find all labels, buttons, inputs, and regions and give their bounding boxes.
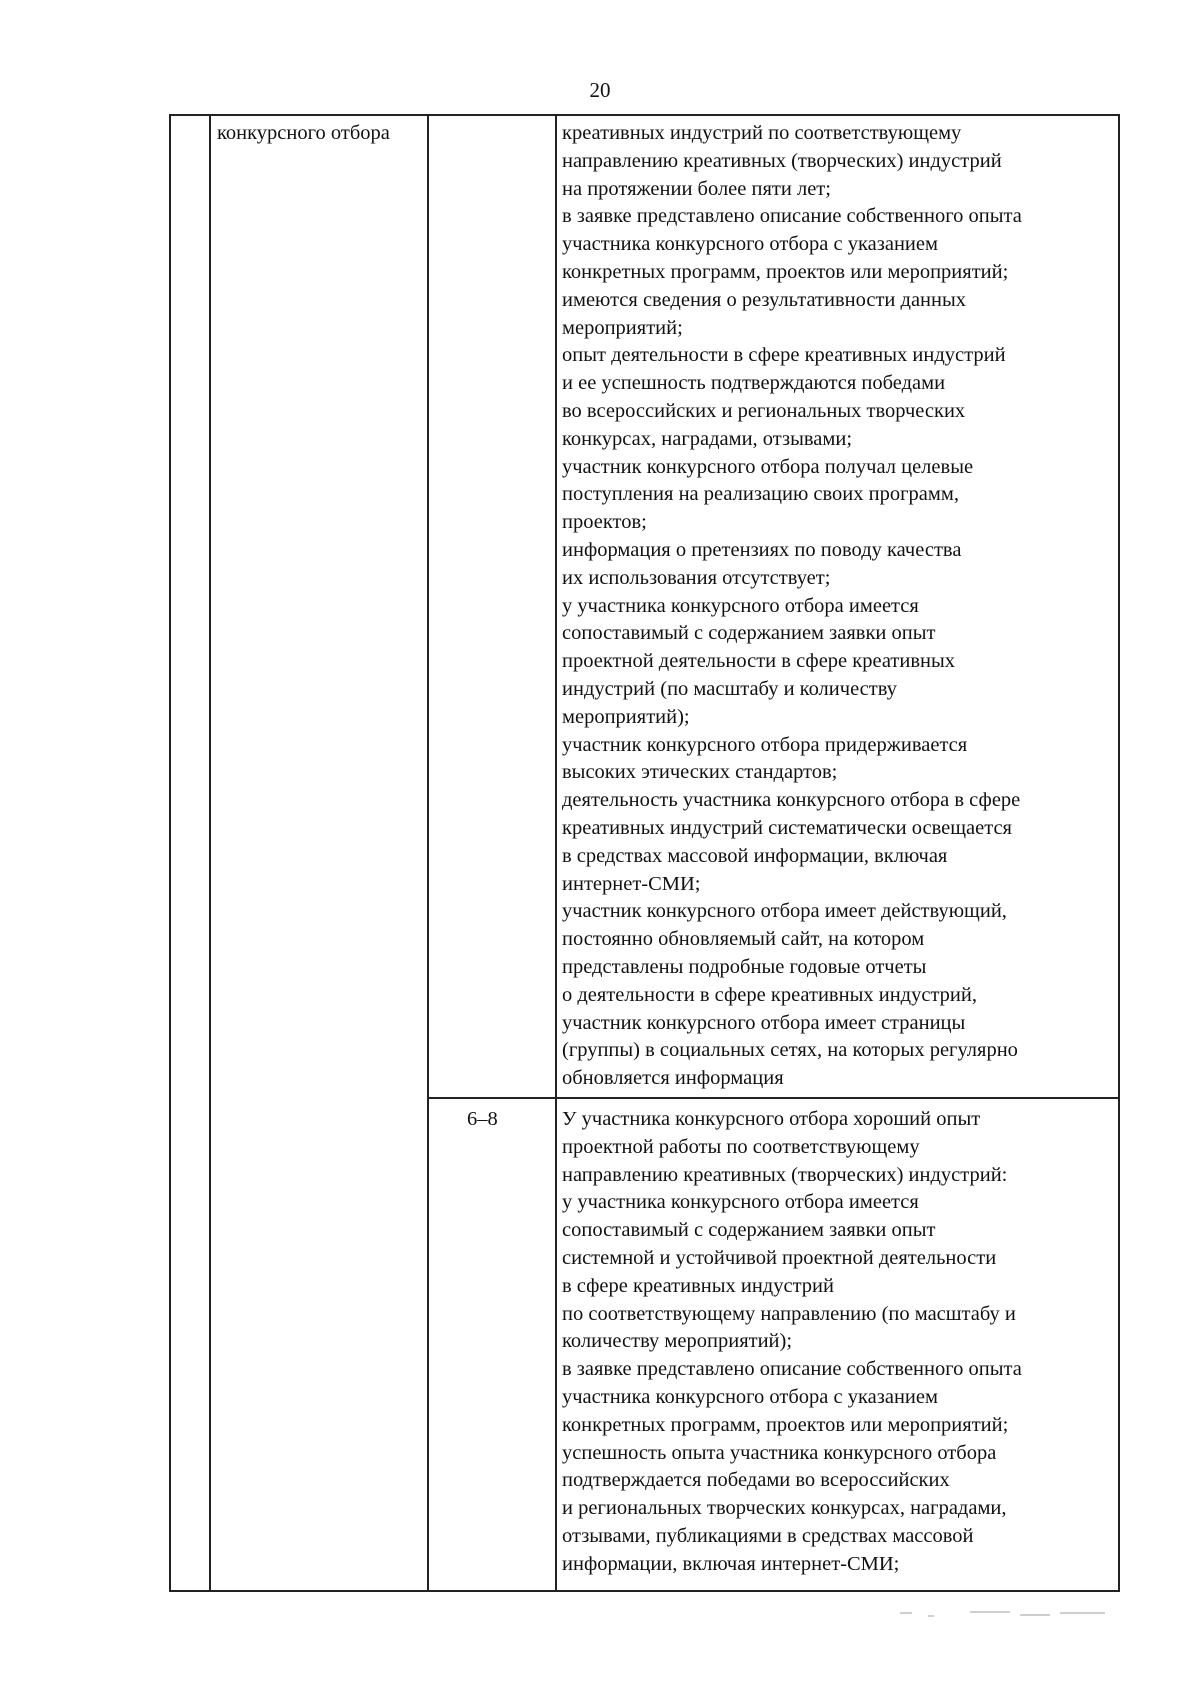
- description-line: на протяжении более пяти лет;: [562, 177, 831, 200]
- description-line: во всероссийских и региональных творческих: [562, 399, 966, 422]
- description-line: успешность опыта участника конкурсного отбора: [562, 1441, 997, 1464]
- description-line: направлению креативных (творческих) индустрий:: [562, 1163, 1008, 1186]
- column-divider-1: [209, 114, 211, 1592]
- description-line: в средствах массовой информации, включая: [562, 844, 948, 867]
- table-border-left: [169, 114, 171, 1592]
- description-line: и региональных творческих конкурсах, наградами,: [562, 1497, 1007, 1520]
- description-line: конкретных программ, проектов или мероприятий;: [562, 260, 1009, 283]
- description-line: участника конкурсного отбора с указанием: [562, 1385, 938, 1408]
- description-line: у участника конкурсного отбора имеется: [562, 1191, 919, 1214]
- description-line: сопоставимый с содержанием заявки опыт: [562, 622, 936, 645]
- description-line: опыт деятельности в сфере креативных индустрий: [562, 344, 1006, 367]
- description-line: подтверждается победами во всероссийских: [562, 1469, 950, 1492]
- description-line: проектов;: [562, 511, 647, 534]
- description-line: креативных индустрий систематически освещается: [562, 816, 1012, 839]
- description-line: направлению креативных (творческих) индустрий: [562, 149, 1002, 172]
- description-line: отзывами, публикациями в средствах массовой: [562, 1524, 974, 1547]
- description-line: информации, включая интернет-СМИ;: [562, 1552, 900, 1575]
- description-line: системной и устойчивой проектной деятельности: [562, 1246, 997, 1269]
- criteria-table: [169, 114, 1120, 1592]
- scan-artifact: [900, 1606, 1120, 1624]
- description-line: о деятельности в сфере креативных индустрий,: [562, 983, 977, 1006]
- description-line: деятельность участника конкурсного отбора в сфере: [562, 789, 1021, 812]
- description-cell-row1: [562, 120, 1022, 1093]
- description-line: проектной работы по соответствующему: [562, 1135, 920, 1158]
- score-cell-row2: 6–8: [467, 1108, 498, 1130]
- description-line: конкурсах, наградами, отзывами;: [562, 427, 853, 450]
- description-line: постоянно обновляемый сайт, на котором: [562, 928, 925, 951]
- description-line: мероприятий;: [562, 316, 683, 339]
- page-number: 20: [589, 78, 611, 102]
- table-border-bottom: [169, 1590, 1120, 1592]
- description-line: креативных индустрий по соответствующему: [562, 122, 962, 144]
- description-line: участник конкурсного отбора придерживается: [562, 733, 968, 756]
- description-cell-row2: [562, 1106, 1022, 1579]
- description-line: в заявке представлено описание собственного опыта: [562, 205, 1022, 228]
- description-line: интернет-СМИ;: [562, 872, 701, 895]
- criterion-cell: конкурсного отбора: [217, 122, 390, 144]
- description-line: участник конкурсного отбора имеет действующий,: [562, 900, 1007, 923]
- description-line: индустрий (по масштабу и количеству: [562, 677, 897, 700]
- description-line: их использования отсутствует;: [562, 566, 831, 589]
- description-line: участника конкурсного отбора с указанием: [562, 233, 938, 256]
- description-line: У участника конкурсного отбора хороший опыт: [562, 1108, 981, 1130]
- description-line: в сфере креативных индустрий: [562, 1274, 834, 1297]
- description-line: в заявке представлено описание собственного опыта: [562, 1358, 1022, 1381]
- description-line: представлены подробные годовые отчеты: [562, 955, 927, 978]
- description-line: сопоставимый с содержанием заявки опыт: [562, 1219, 936, 1242]
- description-line: мероприятий);: [562, 705, 690, 728]
- table-border-right: [1118, 114, 1120, 1592]
- description-line: у участника конкурсного отбора имеется: [562, 594, 919, 617]
- description-line: по соответствующему направлению (по масштабу и: [562, 1302, 1016, 1325]
- description-line: количеству мероприятий);: [562, 1330, 793, 1353]
- description-line: (группы) в социальных сетях, на которых регулярно: [562, 1039, 1018, 1062]
- description-line: информация о претензиях по поводу качества: [562, 538, 962, 561]
- table-border-top: [169, 114, 1120, 116]
- description-line: поступления на реализацию своих программ,: [562, 483, 959, 506]
- description-line: высоких этических стандартов;: [562, 761, 838, 784]
- column-divider-2: [427, 114, 429, 1592]
- description-line: и ее успешность подтверждаются победами: [562, 372, 946, 395]
- description-line: проектной деятельности в сфере креативных: [562, 650, 956, 673]
- description-line: участник конкурсного отбора получал целевые: [562, 455, 974, 478]
- description-line: имеются сведения о результативности данных: [562, 288, 967, 311]
- description-line: участник конкурсного отбора имеет страницы: [562, 1011, 966, 1034]
- description-line: конкретных программ, проектов или мероприятий;: [562, 1413, 1009, 1436]
- row-divider: [427, 1097, 1120, 1099]
- column-divider-3: [555, 114, 557, 1592]
- description-line: обновляется информация: [562, 1067, 784, 1090]
